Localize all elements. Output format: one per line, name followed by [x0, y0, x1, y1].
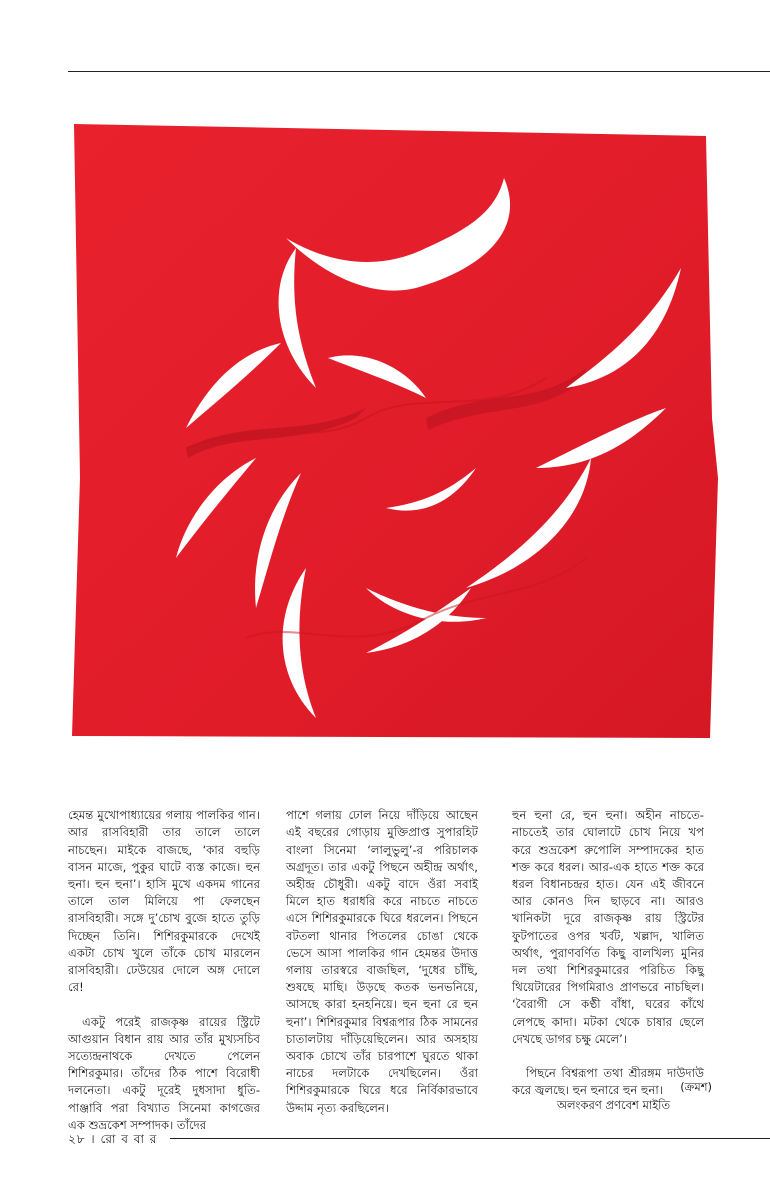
credit-block: [512, 1078, 726, 1114]
top-rule: [68, 71, 770, 72]
bottom-rule: [170, 1138, 770, 1139]
paragraph: হেমন্ত মুখোপাধ্যায়ের গলায় পালকির গান। আর রাসবিহারী তার তালে তালে নাচছেন। মাইকে বাজছে, ‘কার বহুড়ি বাসন মাজে, পুকুর ঘাটে ব্যস্ত কাজে। হুন হুনা। হুন হুনা’। হাসি মুখে একদম গানের তালে তাল মিলিয়ে পা ফেলছেন রাসবিহারী। সঙ্গে দু’চোখ বুজে হাতে তুড়ি দিচ্ছেন তিনি। শিশিরকুমারকে দেখেই একটা চোখ খুলে তাঁকে চোখ মারলেন রাসবিহারী। ঢেউয়ের দোলে অঙ্গ দোলে রে!: [68, 808, 260, 995]
article-column-3: [512, 790, 704, 1117]
page-number: ২৮: [68, 1132, 86, 1146]
red-paper-cut-art-icon: [66, 118, 718, 742]
page-footer: [68, 1131, 157, 1147]
paragraph: একটু পরেই রাজকৃষ্ণ রায়ের স্ট্রিটে আগুয়ান বিধান রায় আর তাঁর মুখ্যসচিব সত্যেন্দ্রনাথকে দেখতে পেলেন শিশিরকুমার। তাঁদের ঠিক পাশে বিরোধী দলনেতা। একটু দূরেই দুধসাদা ধুতি-পাঞ্জাবি পরা বিখ্যাত সিনেমা কাগজের এক শুভ্রকেশ সম্পাদক। তাঁদের: [68, 1014, 260, 1132]
illustration-credit: অলংকরণ প্রণবেশ মাইতি: [557, 1098, 671, 1112]
publication-name: রো ব বা র: [100, 1132, 158, 1146]
article-column-2: [286, 790, 478, 1134]
footer-separator: ।: [90, 1132, 96, 1146]
paragraph: পাশে গলায় ঢোল নিয়ে দাঁড়িয়ে আছেন এই বছরের গোড়ায় মুক্তিপ্রাপ্ত সুপারহিট বাংলা সিনেমা ‘লালুভুলু’-র পরিচালক অগ্রদূত। তার একটু পিছনে অহীন্দ্র অর্থাৎ, অহীন্দ্র চৌধুরী। একটু বাদে ওঁরা সবাই মিলে হাত ধরাধরি করে নাচতে নাচতে এসে শিশিরকুমারকে ঘিরে ধরলেন। পিছনে বটতলা থানার পিতলের চোঙা থেকে ভেসে আসা পালকির গান হেমন্তর উদাত্ত গলায় তারস্বরে বাজছিল, ‘দুধের চাঁছি, শুষছে মাছি। উড়ছে কতক ভনভনিয়ে, আসছে কারা হনহনিয়ে। হুন হুনা রে হুন হুনা’। শিশিরকুমার বিশ্বরূপার ঠিক সামনের চাতালটায় দাঁড়িয়েছিলেন। আর অসহায় অবাক চোখে তাঁর চারপাশে ঘুরতে থাকা নাচের দলটাকে দেখছিলেন। ওঁরা শিশিরকুমারকে ঘিরে ধরে নির্বিকারভাবে উদ্দাম নৃত্য করছিলেন।: [286, 808, 478, 1115]
paragraph: হুন হুনা রে, হুন হুনা। অহীন নাচতে-নাচতেই তার ঘোলাটে চোখ নিয়ে খপ করে শুভ্রকেশ রুপোলি সম্পাদকের হাত শক্ত করে ধরল। আর-এক হাতে শক্ত করে ধরল বিধানচন্দ্রর হাত। যেন এই জীবনে আর কোনও দিন ছাড়বে না। আরও খানিকটা দূরে রাজকৃষ্ণ রায় স্ট্রিটের ফুটপাতের ওপর খর্বট, খল্লাদ, খালিত অর্থাৎ, পুরাণবর্ণিত কিছু বালখিল্য মুনির দল তথা শিশিরকুমারের পরিচিত কিছু থিয়েটারের পিগমিরাও প্রাণভরে নাচছিল। ‘বৈরাগী সে কণ্ঠী বাঁধা, ঘরের কাঁথে লেপছে কাদা। মটকা থেকে চাষার ছেলে দেখছে ডাগর চক্ষু মেলে’।: [512, 808, 704, 1046]
continued-label: (ক্রমশ): [680, 1080, 712, 1094]
paragraph: পিছনে বিশ্বরূপা তথা শ্রীরঙ্গম দাউদাউ করে জ্বলছে। হুন হুনারে হুন হুনা।: [512, 1066, 704, 1098]
article-column-1: [68, 790, 260, 1151]
